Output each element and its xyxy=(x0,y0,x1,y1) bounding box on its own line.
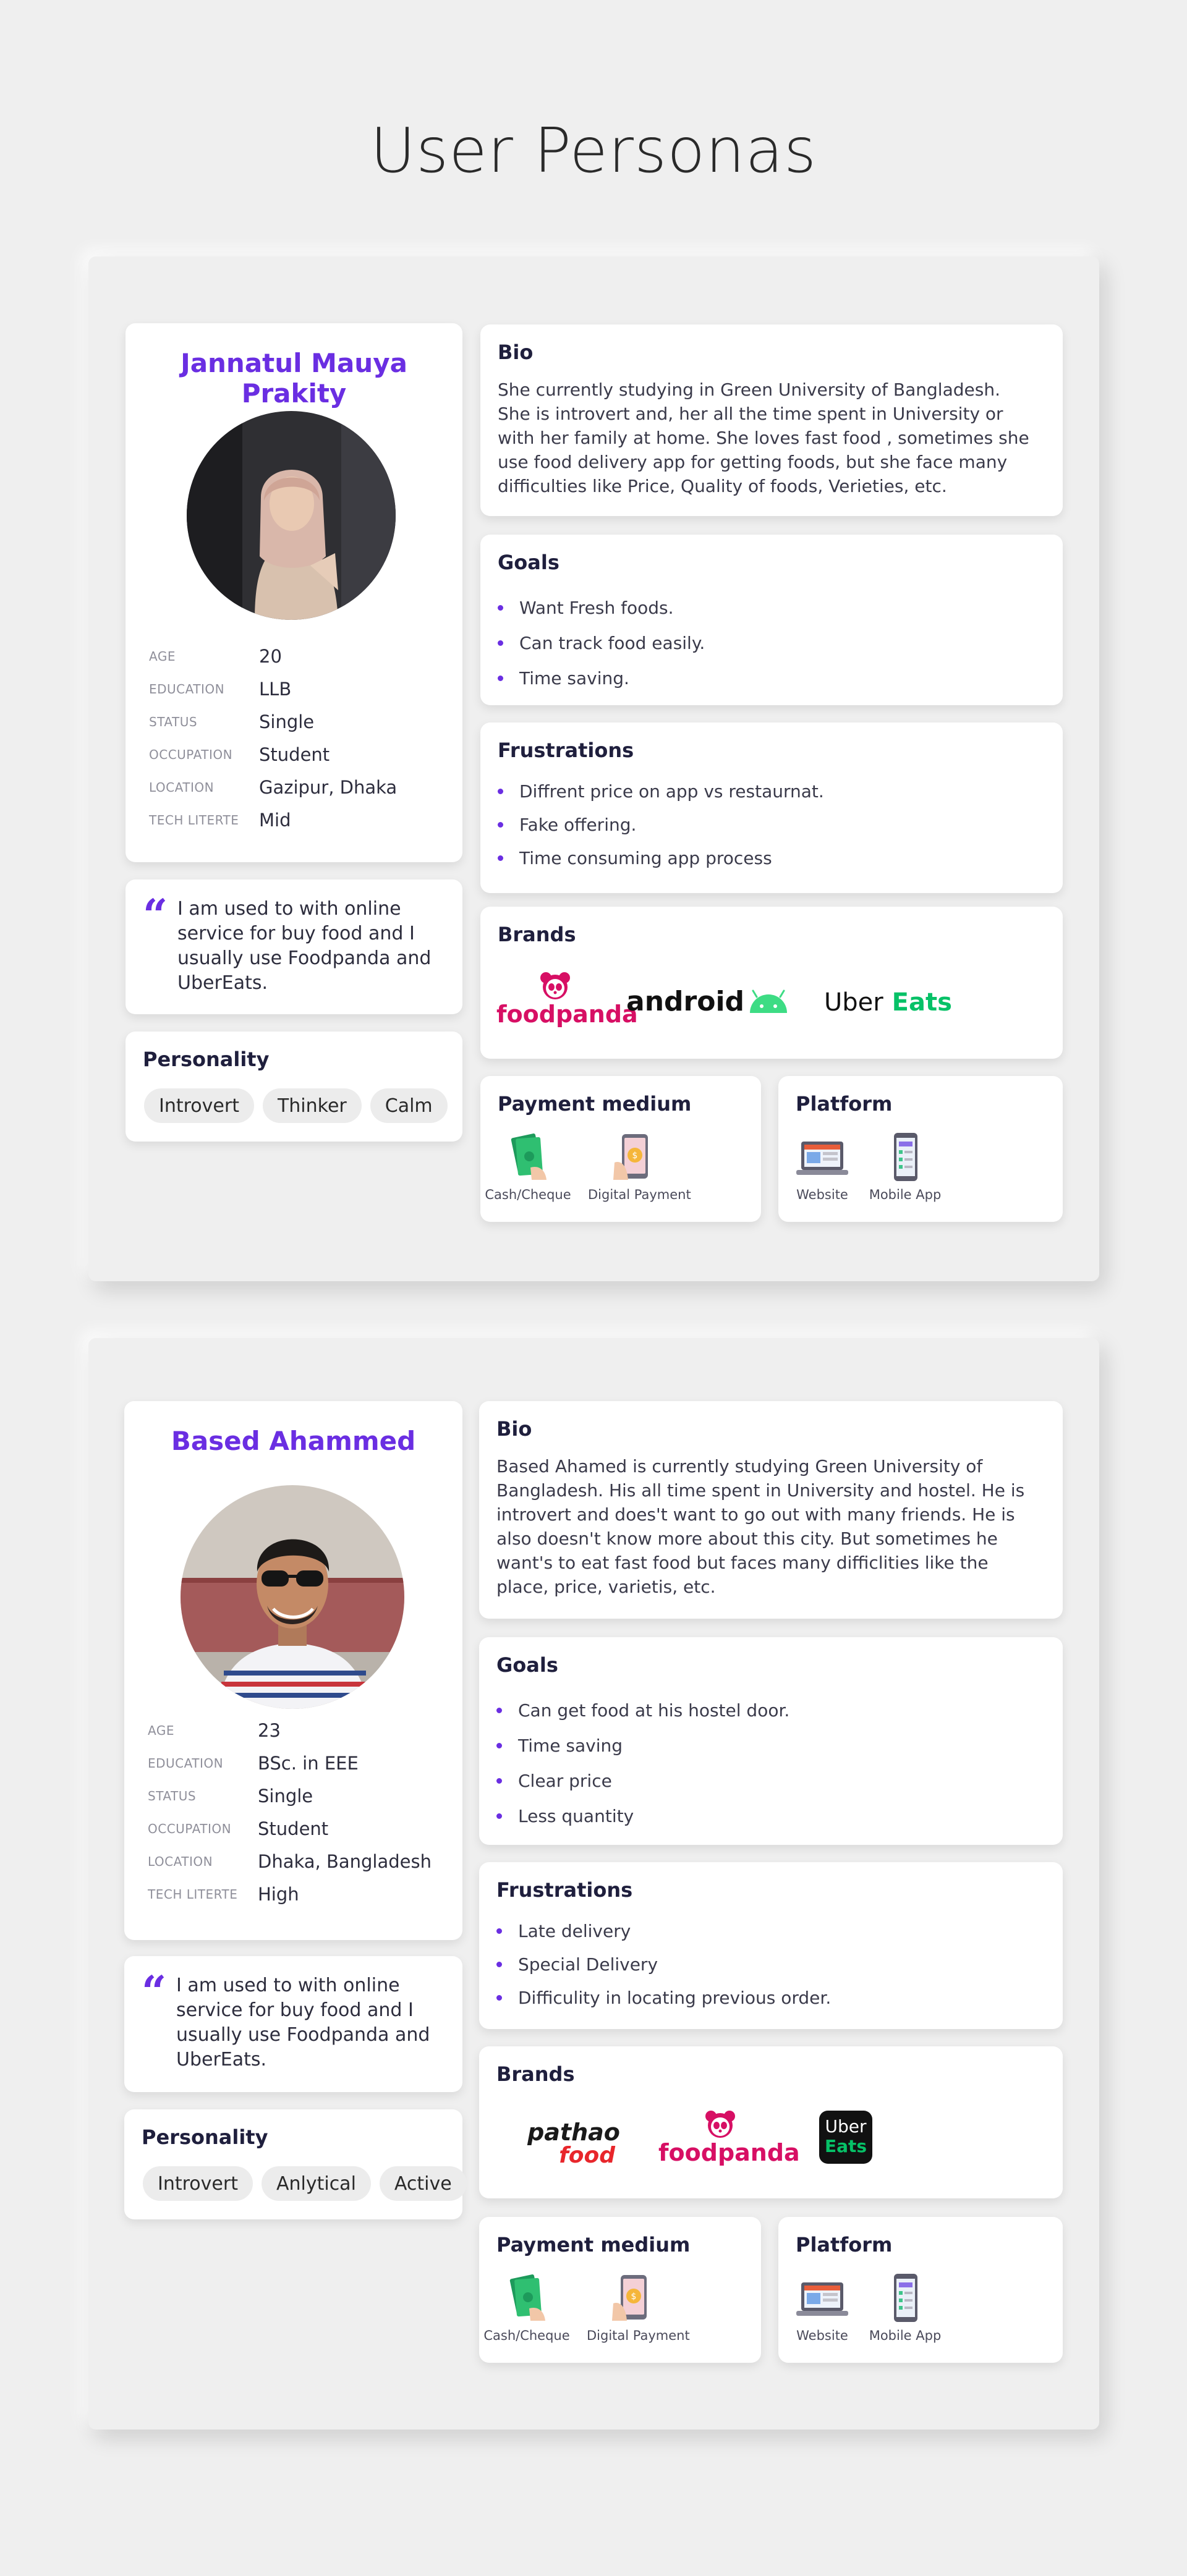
quote-icon: “ xyxy=(142,1966,167,2017)
list-item xyxy=(496,1981,1044,2014)
info-label: TECH LITERTE xyxy=(149,812,239,828)
laptop-icon xyxy=(793,1130,852,1182)
list-item-text: Can get food at his hostel door. xyxy=(518,1700,790,1721)
payment-card xyxy=(479,2217,761,2363)
info-row-age xyxy=(149,640,446,672)
bullet-icon xyxy=(496,1962,502,1967)
goals-list xyxy=(498,590,1044,696)
goals-card xyxy=(480,535,1063,705)
list-item-text: Less quantity xyxy=(518,1806,634,1826)
list-item-text: Time saving. xyxy=(519,668,629,688)
info-row-age xyxy=(148,1714,445,1747)
list-item xyxy=(496,1693,1044,1728)
cash-cheque-item xyxy=(480,2271,573,2343)
info-list xyxy=(149,640,446,836)
platform-title: Platform xyxy=(796,2233,893,2256)
info-value: High xyxy=(258,1883,299,1905)
info-label: TECH LITERTE xyxy=(148,1886,238,1902)
digital-payment-item xyxy=(588,1130,691,1202)
list-item-text: Difficulity in locating previous order. xyxy=(518,1987,832,2008)
svg-text:$: $ xyxy=(632,1151,638,1161)
platform-label: Website xyxy=(796,1187,848,1202)
bullet-icon xyxy=(496,1995,502,2001)
list-item-text: Can track food easily. xyxy=(519,633,705,653)
list-item xyxy=(498,661,1044,696)
platform-label: Mobile App xyxy=(869,1187,942,1202)
cash-icon xyxy=(502,2271,551,2323)
info-label: OCCUPATION xyxy=(149,747,233,762)
uber-wordmark: Uber xyxy=(825,2116,867,2137)
personality-card xyxy=(126,1032,462,1142)
trait-chip: Introvert xyxy=(144,1088,254,1123)
bio-text: She currently studying in Green University of Bangladesh. She is introvert and, her all the time spent in University or with her family at home. She loves fast food , sometimes she use food delivery app for getting foods, but she face many difficulties like Price, Quality of foods, Verieties, etc. xyxy=(498,379,1029,496)
payment-title: Payment medium xyxy=(498,1092,692,1116)
quote-icon: “ xyxy=(143,889,168,941)
uber-eats-logo xyxy=(819,2111,872,2164)
list-item-text: Time saving xyxy=(518,1735,623,1756)
info-value: Student xyxy=(259,744,330,765)
platform-card xyxy=(778,1076,1063,1222)
avatar xyxy=(181,1485,404,1709)
persona-name: Jannatul Mauya Prakity xyxy=(181,348,407,409)
platform-label: Mobile App xyxy=(869,2328,942,2343)
trait-chip: Anlytical xyxy=(262,2166,371,2201)
trait-chip: Calm xyxy=(370,1088,448,1123)
info-row-tech-literacy xyxy=(148,1878,445,1910)
platform-label: Website xyxy=(796,2328,848,2343)
frustrations-title: Frustrations xyxy=(498,739,634,762)
list-item xyxy=(496,1728,1044,1763)
bio-title: Bio xyxy=(498,341,534,364)
bio-title: Bio xyxy=(496,1417,532,1441)
quote-text: I am used to with online service for buy food and I usually use Foodpanda and UberEats. xyxy=(177,898,432,994)
eats-wordmark: Eats xyxy=(824,2136,867,2156)
list-item-text: Want Fresh foods. xyxy=(519,598,674,618)
bullet-icon xyxy=(496,1743,502,1748)
payment-title: Payment medium xyxy=(496,2233,691,2256)
list-item xyxy=(496,1914,1044,1947)
page-title: User Personas xyxy=(370,114,817,187)
info-row-education xyxy=(149,672,446,705)
foodpanda-wordmark: foodpanda xyxy=(496,1001,638,1028)
info-label: OCCUPATION xyxy=(148,1821,232,1836)
foodpanda-logo xyxy=(658,2109,800,2166)
info-row-status xyxy=(148,1779,445,1812)
bullet-icon xyxy=(496,1813,502,1819)
payment-label: Digital Payment xyxy=(588,1187,691,1202)
frustrations-card xyxy=(479,1862,1063,2029)
trait-chip: Active xyxy=(380,2166,467,2201)
profile-card xyxy=(124,1401,462,1940)
info-label: STATUS xyxy=(148,1788,197,1803)
info-value: LLB xyxy=(259,678,292,700)
phone-payment-icon xyxy=(608,2271,658,2323)
list-item-text: Time consuming app process xyxy=(519,847,772,868)
mobile-icon xyxy=(880,2271,930,2323)
platform-title: Platform xyxy=(796,1092,893,1116)
bio-card xyxy=(479,1401,1063,1619)
phone-payment-icon xyxy=(610,1130,659,1182)
personality-card xyxy=(124,2109,462,2219)
list-item xyxy=(496,1947,1044,1981)
personality-title: Personality xyxy=(142,2125,268,2149)
pathao-food-logo xyxy=(527,2121,620,2167)
info-value: Mid xyxy=(259,809,291,831)
info-row-tech-literacy xyxy=(149,803,446,836)
brands-title: Brands xyxy=(498,923,576,946)
uber-eats-logo xyxy=(824,988,952,1017)
trait-chip: Thinker xyxy=(263,1088,362,1123)
avatar xyxy=(187,411,396,620)
goals-title: Goals xyxy=(498,551,559,574)
list-item-text: Late delivery xyxy=(518,1920,631,1941)
payment-card xyxy=(480,1076,761,1222)
payment-label: Digital Payment xyxy=(587,2328,690,2343)
list-item xyxy=(498,841,1044,875)
bullet-icon xyxy=(498,822,503,828)
info-row-location xyxy=(149,771,446,803)
website-item xyxy=(776,2271,869,2343)
website-item xyxy=(776,1130,869,1202)
bullet-icon xyxy=(496,1778,502,1784)
brands-card xyxy=(480,907,1063,1059)
personality-chips xyxy=(143,2166,467,2201)
info-row-status xyxy=(149,705,446,738)
uber-wordmark: Uber xyxy=(824,988,883,1017)
platform-card xyxy=(778,2217,1063,2363)
cash-cheque-item xyxy=(482,1130,574,1202)
list-item xyxy=(496,1763,1044,1799)
bio-card xyxy=(480,324,1063,516)
info-row-education xyxy=(148,1747,445,1779)
info-value: Student xyxy=(258,1818,329,1839)
pathao-wordmark: pathao xyxy=(527,2119,620,2146)
quote-card xyxy=(126,879,462,1014)
info-label: AGE xyxy=(149,648,176,664)
brands-title: Brands xyxy=(496,2062,575,2086)
info-label: STATUS xyxy=(149,714,198,729)
info-row-occupation xyxy=(149,738,446,771)
info-row-location xyxy=(148,1845,445,1878)
info-list xyxy=(148,1714,445,1910)
info-label: LOCATION xyxy=(149,779,215,795)
panda-icon xyxy=(538,971,572,1001)
goals-list xyxy=(496,1693,1044,1834)
list-item xyxy=(498,808,1044,841)
info-label: LOCATION xyxy=(148,1854,213,1869)
frustrations-card xyxy=(480,722,1063,893)
list-item xyxy=(498,590,1044,625)
foodpanda-logo xyxy=(496,971,638,1028)
bullet-icon xyxy=(498,789,503,794)
info-label: AGE xyxy=(148,1722,174,1738)
info-value: 23 xyxy=(258,1719,281,1741)
bio-text: Based Ahamed is currently studying Green University of Bangladesh. His all time spent in University and hostel. He is introvert and does't want to go out with many friends. He is also doesn't know more about this city. But sometimes he want's to eat fast food but faces many difficlities like the place, price, varietis, etc. xyxy=(496,1456,1025,1597)
foodpanda-wordmark: foodpanda xyxy=(658,2139,800,2166)
list-item xyxy=(498,625,1044,661)
list-item-text: Clear price xyxy=(518,1771,612,1791)
brands-card xyxy=(479,2046,1063,2198)
goals-card xyxy=(479,1637,1063,1845)
frustrations-title: Frustrations xyxy=(496,1878,633,1902)
payment-label: Cash/Cheque xyxy=(485,1187,571,1202)
frustrations-list xyxy=(498,774,1044,875)
list-item xyxy=(498,774,1044,808)
panda-icon xyxy=(704,2109,737,2139)
android-wordmark: android xyxy=(626,986,745,1017)
personality-title: Personality xyxy=(143,1048,270,1071)
bullet-icon xyxy=(496,1928,502,1934)
list-item-text: Diffrent price on app vs restaurnat. xyxy=(519,781,824,802)
mobile-app-item xyxy=(859,2271,951,2343)
frustrations-list xyxy=(496,1914,1044,2014)
info-row-occupation xyxy=(148,1812,445,1845)
food-wordmark: food xyxy=(559,2143,615,2168)
mobile-app-item xyxy=(859,1130,951,1202)
laptop-icon xyxy=(793,2271,852,2323)
trait-chip: Introvert xyxy=(143,2166,253,2201)
info-value: 20 xyxy=(259,645,282,667)
mobile-icon xyxy=(880,1130,930,1182)
info-value: Dhaka, Bangladesh xyxy=(258,1850,432,1872)
quote-text: I am used to with online service for buy food and I usually use Foodpanda and UberEats. xyxy=(176,1975,430,2070)
info-value: Single xyxy=(258,1785,313,1807)
persona-panel-2 xyxy=(88,1338,1099,2430)
info-label: EDUCATION xyxy=(149,681,225,697)
list-item xyxy=(496,1799,1044,1834)
profile-card xyxy=(126,323,462,862)
goals-title: Goals xyxy=(496,1653,558,1677)
info-value: Single xyxy=(259,711,315,732)
persona-name: Based Ahammed xyxy=(171,1426,416,1456)
bullet-icon xyxy=(498,676,503,681)
eats-wordmark: Eats xyxy=(891,988,952,1017)
bullet-icon xyxy=(498,855,503,861)
payment-label: Cash/Cheque xyxy=(483,2328,570,2343)
info-label: EDUCATION xyxy=(148,1755,224,1771)
info-value: BSc. in EEE xyxy=(258,1752,359,1774)
android-logo xyxy=(626,986,789,1017)
bullet-icon xyxy=(496,1708,502,1713)
personality-chips xyxy=(144,1088,448,1123)
bullet-icon xyxy=(498,605,503,611)
list-item-text: Special Delivery xyxy=(518,1954,658,1975)
persona-panel-1 xyxy=(88,256,1099,1281)
bullet-icon xyxy=(498,640,503,646)
info-value: Gazipur, Dhaka xyxy=(259,776,398,798)
digital-payment-item xyxy=(587,2271,690,2343)
list-item-text: Fake offering. xyxy=(519,814,637,835)
quote-card xyxy=(124,1956,462,2092)
svg-text:$: $ xyxy=(631,2292,637,2302)
cash-icon xyxy=(503,1130,553,1182)
android-head-icon xyxy=(748,989,789,1014)
